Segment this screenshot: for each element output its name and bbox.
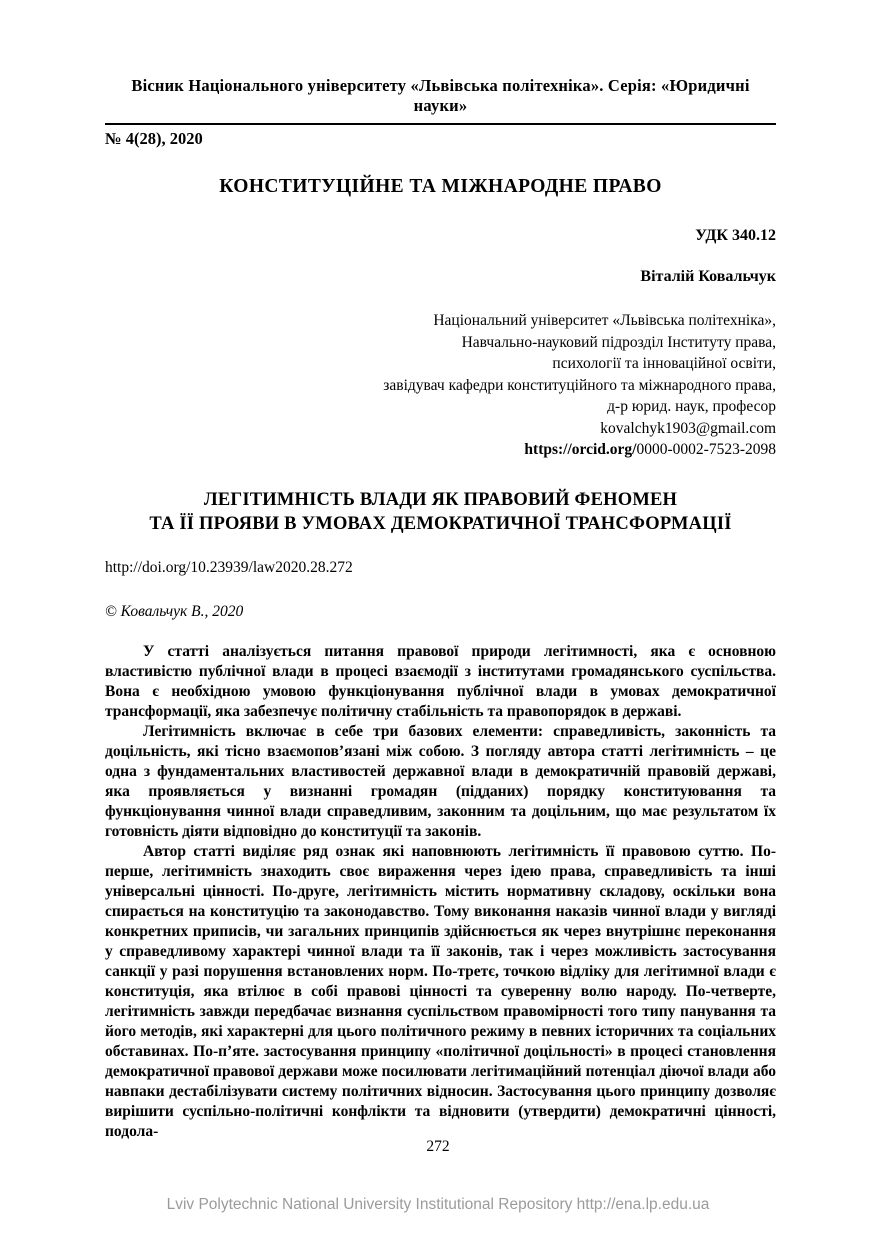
affiliation-lines [105, 310, 776, 439]
article-title [105, 488, 776, 536]
abstract-paragraph: У статті аналізується питання правової природи легітимності, яка є основною властивістю публічної влади в процесі взаємодії з інститутами громадянського суспільства. Вона є необхідною умовою функціонування публічної влади в умовах демократичної трансформації, яка забезпечує політичну стабільність та правопорядок в державі. [105, 642, 776, 720]
abstract [105, 642, 776, 1142]
affiliation-line: kovalchyk1903@gmail.com [600, 419, 776, 437]
author-affiliation [105, 310, 776, 461]
affiliation-line: Навчально-науковий підрозділ Інституту права, [461, 333, 776, 351]
author-name: Віталій Ковальчук [640, 268, 776, 285]
abstract-paragraph: Автор статті виділяє ряд ознак які наповнюють легітимність її правовою суттю. По-перше, легітимність знаходить своє вираження через ідею права, справедливість та інші універсальні цінності. По-друге, легітимність містить нормативну складову, оскільки вона спирається на конституцію та законодавство. Тому виконання наказів чинної влади у вигляді конкретних приписів, чи загальних принципів здійснюється як через внутрішнє переконання у справедливому характері чинної влади та її законів, так і через можливість застосування санкції у разі порушення встановлених норм. По-третє, точкою відліку для легітимної влади є конституція, яка втілює в собі правові цінності та суверенну волю народу. По-четверте, легітимність завжди передбачає визнання суспільством правомірності того типу панування та його методів, які характерні для цього політичного режиму в певних історичних та соціальних обставинах. По-п’яте. застосування принципу «політичної доцільності» в процесі становлення демократичної правової держави може посилювати легітимаційний потенціал діючої влади або навпаки дестабілізувати систему політичних відносин. Застосування цього принципу дозволяє вирішити суспільно-політичні конфлікти та відновити (утвердити) демократичні цінності, подола- [105, 842, 776, 1140]
abstract-paragraph: Легітимність включає в себе три базових елементи: справедливість, законність та доцільність, які тісно взаємопов’язані між собою. З погляду автора статті легітимність – це одна з фундаментальних властивостей державної влади в демократичній правовій державі, яка проявляється у визнанні громадян (підданих) порядку конституювання та функціонування чинної влади справедливим, законним та доцільним, що має результатом їх готовність діяти відповідно до конституції та законів. [105, 722, 776, 840]
page-content [105, 0, 776, 1142]
page-number: 272 [426, 1138, 450, 1155]
journal-issue: № 4(28), 2020 [105, 129, 203, 148]
article-title-line1: ЛЕГІТИМНІСТЬ ВЛАДИ ЯК ПРАВОВИЙ ФЕНОМЕН [203, 489, 678, 510]
journal-header: Вісник Національного університету «Львівська політехніка». Серія: «Юридичні науки» [105, 76, 776, 125]
copyright-notice: © Ковальчук В., 2020 [105, 602, 244, 620]
orcid-line [105, 439, 776, 461]
repository-watermark: Lviv Polytechnic National University Institutional Repository http://ena.lp.edu.ua [166, 1196, 710, 1213]
affiliation-line: завідувач кафедри конституційного та міжнародного права, [383, 376, 776, 394]
affiliation-line: д-р юрид. наук, професор [607, 398, 776, 415]
section-title: КОНСТИТУЦІЙНЕ ТА МІЖНАРОДНЕ ПРАВО [219, 176, 662, 197]
article-title-line2: ТА ЇЇ ПРОЯВИ В УМОВАХ ДЕМОКРАТИЧНОЇ ТРАНСФОРМАЦІЇ [149, 513, 732, 534]
udc-code: УДК 340.12 [695, 227, 776, 244]
affiliation-line: Національний університет «Львівська політехніка», [433, 312, 776, 329]
orcid-id: 0000-0002-7523-2098 [636, 441, 776, 458]
affiliation-line: психології та інноваційної освіти, [552, 355, 776, 372]
doi-link: http://doi.org/10.23939/law2020.28.272 [105, 558, 353, 576]
orcid-url-prefix: https://orcid.org/ [524, 441, 637, 458]
